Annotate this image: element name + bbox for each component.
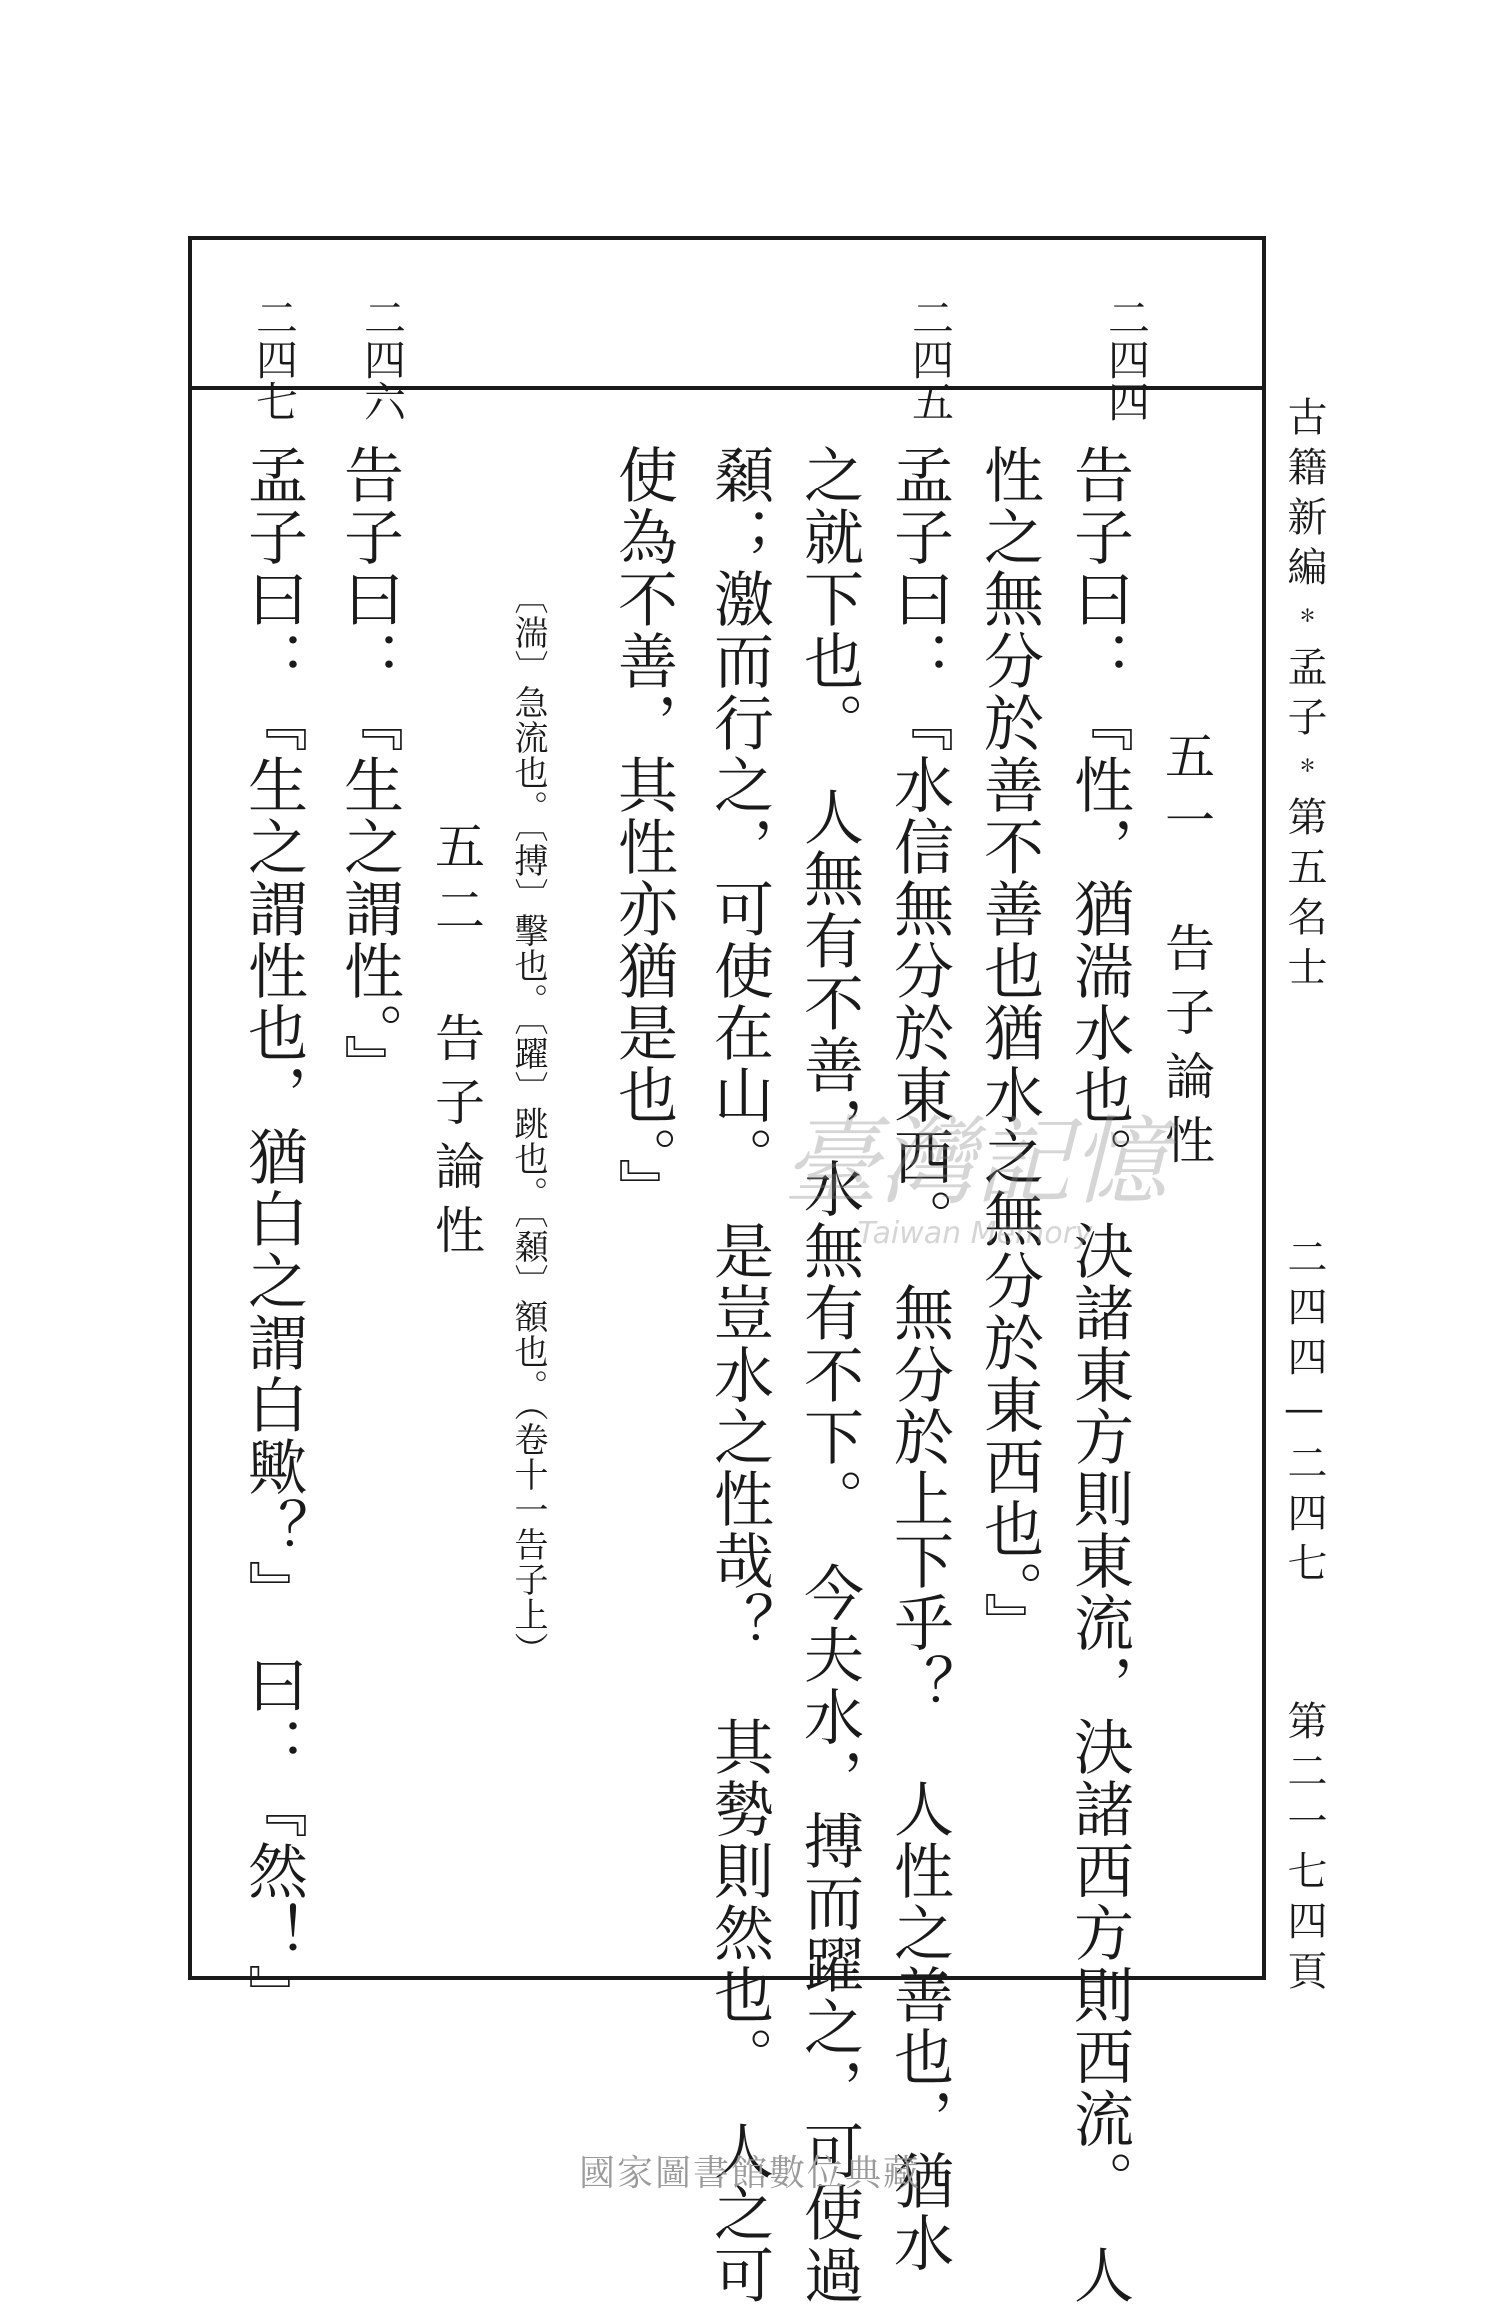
margin-page-number: 第二一七四頁 [1281,1700,1327,2000]
text-line: 顙；激而行之，可使在山。 是豈水之性哉？ 其勢則然也。 人之可 [704,444,774,2306]
head-number-244: 二四四 [1102,296,1151,422]
margin-book-title: 古籍新編﹡孟子﹡第五名士 [1281,396,1327,996]
footer-credit: 國家圖書館數位典藏 [578,2153,921,2194]
annotation-note: 〔湍〕急流也。〔搏〕擊也。〔躍〕跳也。〔顙〕額也。（卷十一告子上） [508,580,548,1667]
text-line: 告子曰：『性，猶湍水也。 決諸東方則東流，決諸西方則西流。 人 [1064,444,1134,2306]
text-line: 性之無分於善不善也猶水之無分於東西也。』 [974,444,1044,1654]
section-heading-51: 五一 告子論性 [1157,730,1215,1178]
text-line: 告子曰：『生之謂性。』 [334,444,404,1096]
text-line: 之就下也。 人無有不善，水無有不下。 今夫水，搏而躍之，可使過 [794,444,864,2306]
head-number-246: 二四六 [358,296,407,422]
text-line: 孟子曰：『生之謂性也，猶白之謂白歟？』 曰：『然！』 [238,444,308,2026]
section-heading-52: 五二 告子論性 [427,820,485,1268]
text-line: 孟子曰：『水信無分於東西。 無分於上下乎？ 人性之善也，猶水 [884,444,954,2274]
text-line: 使為不善，其性亦猶是也。』 [608,444,678,1220]
margin-page-range: 二四四—二四七 [1281,1236,1327,1592]
head-number-245: 二四五 [906,296,955,422]
watermark-subtext: Taiwan Memory [857,1216,1093,1251]
head-number-247: 二四七 [250,296,299,422]
watermark-text: 臺灣記憶 [783,1106,1167,1218]
